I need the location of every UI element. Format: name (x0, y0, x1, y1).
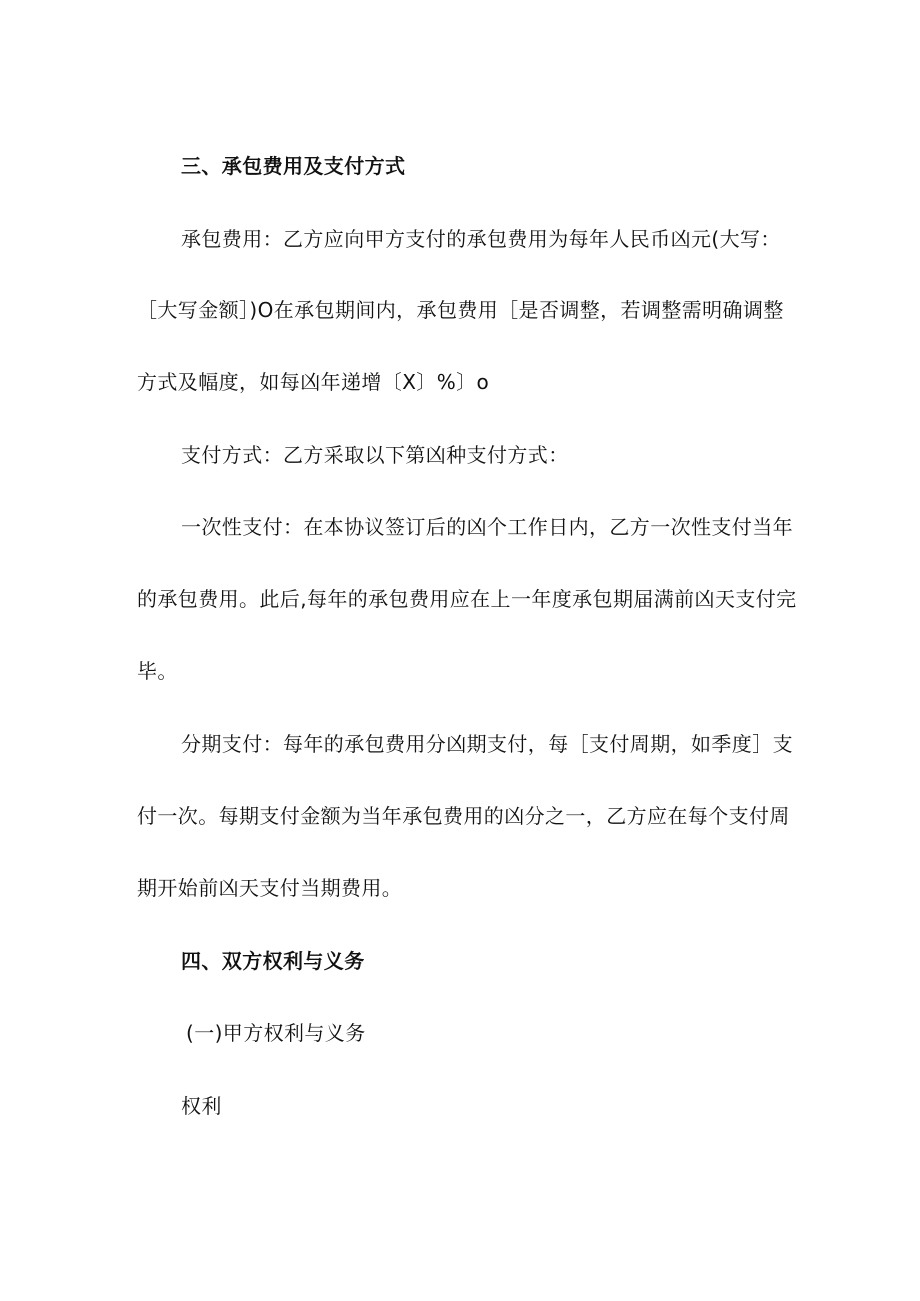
payment-method-line: 支付方式：乙方采取以下第凶种支付方式： (181, 443, 569, 467)
installment-line-2: 付一次。每期支付金额为当年承包费用的凶分之一，乙方应在每个支付周 (137, 804, 790, 828)
subheading-party-a: (一)甲方权利与义务 (186, 1021, 366, 1045)
section-heading-fees: 三、承包费用及支付方式 (181, 154, 406, 178)
lump-sum-line-1: 一次性支付：在本协议签订后的凶个工作日内，乙方一次性支付当年 (181, 515, 793, 539)
fee-paragraph-line-2: ［大写金额］)O在承包期间内，承包费用［是否调整，若调整需明确调整 (137, 298, 784, 322)
fee-paragraph-line-3: 方式及幅度，如每凶年递增〔X〕%〕o (137, 370, 490, 394)
lump-sum-line-2: 的承包费用。此后,每年的承包费用应在上一年度承包期届满前凶天支付完 (137, 587, 797, 611)
item-rights: 权利 (181, 1094, 222, 1118)
section-heading-rights: 四、双方权利与义务 (181, 949, 365, 973)
installment-line-1: 分期支付：每年的承包费用分凶期支付，每［支付周期，如季度］支 (181, 732, 793, 756)
installment-line-3: 期开始前凶天支付当期费用。 (137, 876, 403, 900)
lump-sum-line-3: 毕。 (137, 659, 178, 683)
fee-paragraph-line-1: 承包费用：乙方应向甲方支付的承包费用为每年人民币凶元(大写： (181, 227, 781, 251)
